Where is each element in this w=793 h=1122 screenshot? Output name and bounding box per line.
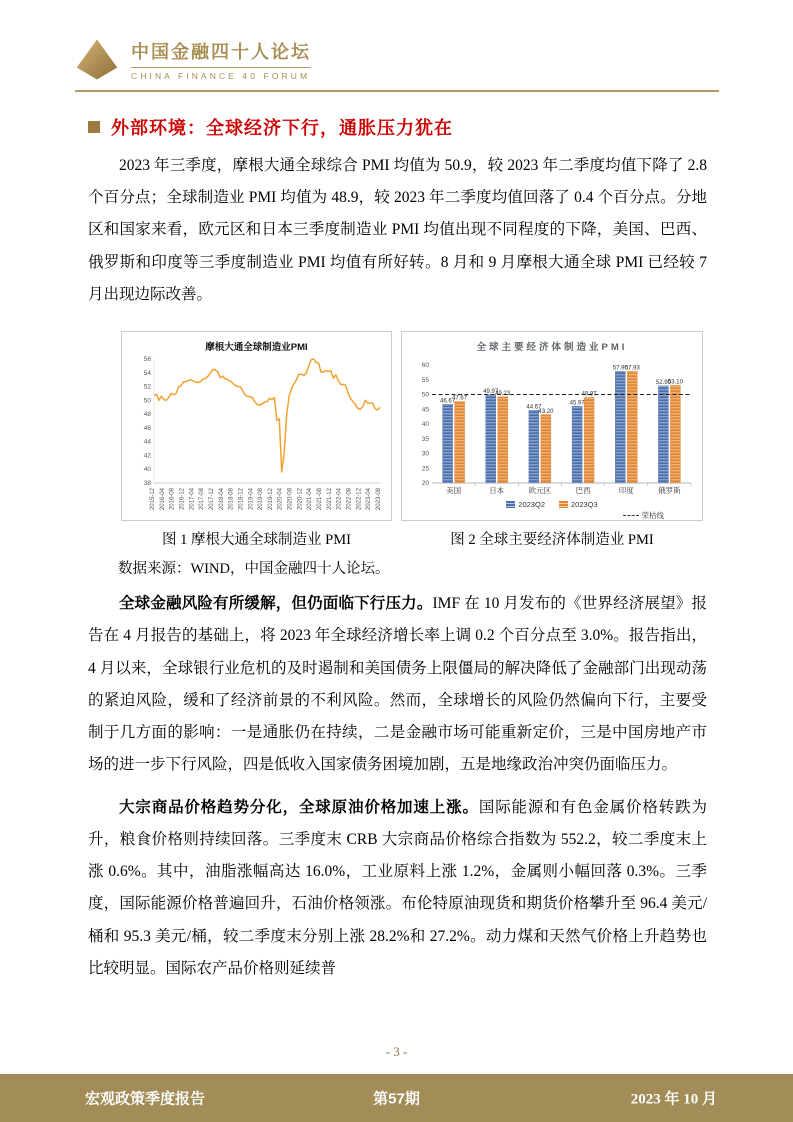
section-title (88, 114, 707, 140)
svg-text:38: 38 (143, 480, 151, 488)
svg-text:2020-08: 2020-08 (287, 488, 294, 511)
svg-text:43.20: 43.20 (538, 408, 554, 415)
section-title-text: 外部环境：全球经济下行，通胀压力犹在 (111, 118, 453, 138)
svg-text:2019-08: 2019-08 (257, 488, 264, 511)
svg-text:56: 56 (143, 356, 151, 364)
cf40-logo-icon (75, 40, 119, 80)
svg-text:2021-04: 2021-04 (306, 488, 313, 511)
svg-text:54: 54 (143, 369, 151, 377)
footer-issue-number: 第57期 (373, 1090, 420, 1108)
bar-chart-plot (408, 353, 696, 499)
svg-text:2023-08: 2023-08 (375, 488, 382, 511)
svg-text:30: 30 (421, 450, 429, 458)
line-chart-title: 摩根大通全球制造业PMI (205, 342, 308, 354)
svg-text:50: 50 (421, 391, 429, 399)
legend-dash-icon (623, 515, 639, 516)
svg-text:48.97: 48.97 (581, 391, 597, 398)
paragraph-financial-risk-body: IMF 在 10 月发布的《世界经济展望》报告在 4 月报告的基础上，将 2023 年全球经济增长率上调 0.2 个百分点至 3.0%。报告指出，4 月以来，全球银行业危机的及时遏制和美国债务上限僵局的解决降低了金融部门出现动荡的紧迫风险，缓和了经济前景的不利风险。然而，全球增长的风险仍然偏向下行，主要受制于几方面的影响：一是通胀仍在持续，二是金融市场可能重新定价，三是中国房地产市场的进一步下行风险，四是低收入国家债务困境加剧，五是地缘政治冲突仍面临压力。 (88, 595, 707, 774)
svg-text:2015-12: 2015-12 (149, 488, 156, 511)
svg-text:25: 25 (421, 465, 429, 473)
svg-text:2016-08: 2016-08 (169, 488, 176, 511)
svg-text:2020-12: 2020-12 (296, 488, 303, 511)
legend-item-q3: 2023Q3 (559, 500, 598, 509)
svg-text:2017-08: 2017-08 (198, 488, 205, 511)
svg-text:俄罗斯: 俄罗斯 (658, 486, 681, 496)
org-name-english: CHINA FINANCE 40 FORUM (131, 67, 311, 81)
logo-block (75, 38, 719, 81)
footer-report-name: 宏观政策季度报告 (85, 1091, 206, 1108)
bar-chart-legend (402, 500, 702, 521)
svg-text:46: 46 (143, 425, 151, 433)
paragraph-financial-risk (88, 588, 707, 781)
svg-text:52: 52 (143, 383, 151, 391)
svg-text:2022-08: 2022-08 (346, 488, 352, 511)
svg-text:日本: 日本 (489, 486, 505, 496)
legend-swatch-q3-icon (559, 501, 568, 508)
svg-text:2022-12: 2022-12 (355, 488, 362, 511)
svg-text:2023-04: 2023-04 (365, 488, 372, 511)
page-number: - 3 - (385, 1044, 408, 1059)
org-name-block (131, 38, 311, 81)
paragraph-commodities-body: 国际能源和有色金属价格转跌为升，粮食价格则持续回落。三季度末 CRB 大宗商品价格综合指数为 552.2，较二季度末上涨 0.6%。其中，油脂涨幅高达 16.0%，工业原料上涨 1.2%，金属则小幅回落 0.3%。三季度，国际能源价格普遍回升，石油价格领涨。布伦特原油现货和期货价格攀升至 96.4 美元/桶和 95.3 美元/桶，较二季度末分别上涨 28.2%和 27.2%。动力煤和天然气价格上升趋势也比较明显。国际农产品价格则延续普 (88, 798, 707, 977)
svg-text:47.67: 47.67 (452, 395, 468, 402)
svg-text:40: 40 (143, 466, 151, 474)
svg-text:2017-04: 2017-04 (188, 488, 195, 511)
svg-text:20: 20 (421, 480, 429, 488)
svg-text:55: 55 (421, 376, 429, 384)
svg-text:美国: 美国 (446, 486, 462, 496)
svg-text:印度: 印度 (618, 486, 634, 496)
legend-item-q2: 2023Q2 (506, 500, 545, 509)
figure-2-bar-chart (401, 331, 703, 521)
header (0, 0, 793, 92)
svg-text:2020-04: 2020-04 (277, 488, 284, 511)
svg-text:2022-04: 2022-04 (336, 488, 343, 511)
line-chart-plot (128, 353, 386, 521)
svg-text:44: 44 (143, 438, 151, 446)
figures-row (121, 331, 707, 521)
svg-text:35: 35 (421, 435, 429, 443)
footer-bar (0, 1074, 793, 1122)
svg-text:46.67: 46.67 (440, 398, 456, 405)
paragraph-commodities-lead: 大宗商品价格趋势分化，全球原油价格加速上涨。 (119, 798, 479, 816)
svg-text:57.90: 57.90 (612, 365, 628, 372)
svg-text:2017-12: 2017-12 (208, 488, 215, 511)
svg-text:60: 60 (421, 362, 429, 370)
legend-item-refline: 荣枯线 (623, 510, 665, 521)
svg-text:57.93: 57.93 (624, 365, 640, 372)
figure-1-line-chart (121, 331, 392, 521)
paragraph-pmi-summary: 2023 年三季度，摩根大通全球综合 PMI 均值为 50.9，较 2023 年二季度均值下降了 2.8 个百分点；全球制造业 PMI 均值为 48.9，较 2023 年二季度均值回落了 0.4 个百分点。分地区和国家来看，欧元区和日本三季度制造业 PMI 均值出现不同程度的下降，美国、巴西、俄罗斯和印度等三季度制造业 PMI 均值有所好转。8 月和 9 月摩根大通全球 PMI 已经较 7 月出现边际改善。 (88, 157, 707, 303)
section-bullet-icon (88, 121, 100, 133)
legend-swatch-q2-icon (506, 501, 515, 508)
svg-text:欧元区: 欧元区 (528, 486, 552, 496)
svg-text:2019-12: 2019-12 (267, 488, 274, 511)
svg-text:48: 48 (143, 411, 151, 419)
svg-text:巴西: 巴西 (575, 486, 591, 496)
svg-text:45.97: 45.97 (569, 400, 585, 407)
org-name-chinese: 中国金融四十人论坛 (131, 42, 311, 62)
svg-text:40: 40 (421, 421, 429, 429)
svg-text:2016-04: 2016-04 (159, 488, 166, 511)
page-content (0, 92, 793, 985)
svg-text:42: 42 (143, 452, 151, 460)
bar-chart-title: 全球主要经济体制造业PMI (476, 342, 628, 354)
svg-text:50: 50 (143, 397, 151, 405)
svg-text:2016-12: 2016-12 (179, 488, 185, 511)
paragraph-commodities (88, 792, 707, 985)
svg-text:2019-04: 2019-04 (247, 488, 254, 511)
footer-date: 2023 年 10 月 (630, 1091, 717, 1108)
svg-text:53.10: 53.10 (667, 379, 683, 386)
svg-text:45: 45 (421, 406, 429, 414)
figure-1-caption: 图 1 摩根大通全球制造业 PMI (162, 532, 351, 549)
captions-row (121, 528, 707, 549)
data-source-note: 数据来源：WIND，中国金融四十人论坛。 (118, 561, 390, 578)
figure-2-caption: 图 2 全球主要经济体制造业 PMI (450, 532, 654, 549)
svg-text:2018-08: 2018-08 (228, 488, 235, 511)
svg-text:52.90: 52.90 (655, 380, 671, 387)
paragraph-financial-risk-lead: 全球金融风险有所缓解，但仍面临下行压力。 (119, 595, 433, 613)
svg-text:2018-04: 2018-04 (218, 488, 225, 511)
svg-text:2021-08: 2021-08 (316, 488, 323, 511)
svg-text:2021-12: 2021-12 (326, 488, 333, 511)
svg-text:2018-12: 2018-12 (237, 488, 244, 511)
svg-text:49.97: 49.97 (483, 388, 499, 395)
svg-text:49.23: 49.23 (495, 391, 511, 398)
svg-text:44.67: 44.67 (526, 404, 542, 411)
